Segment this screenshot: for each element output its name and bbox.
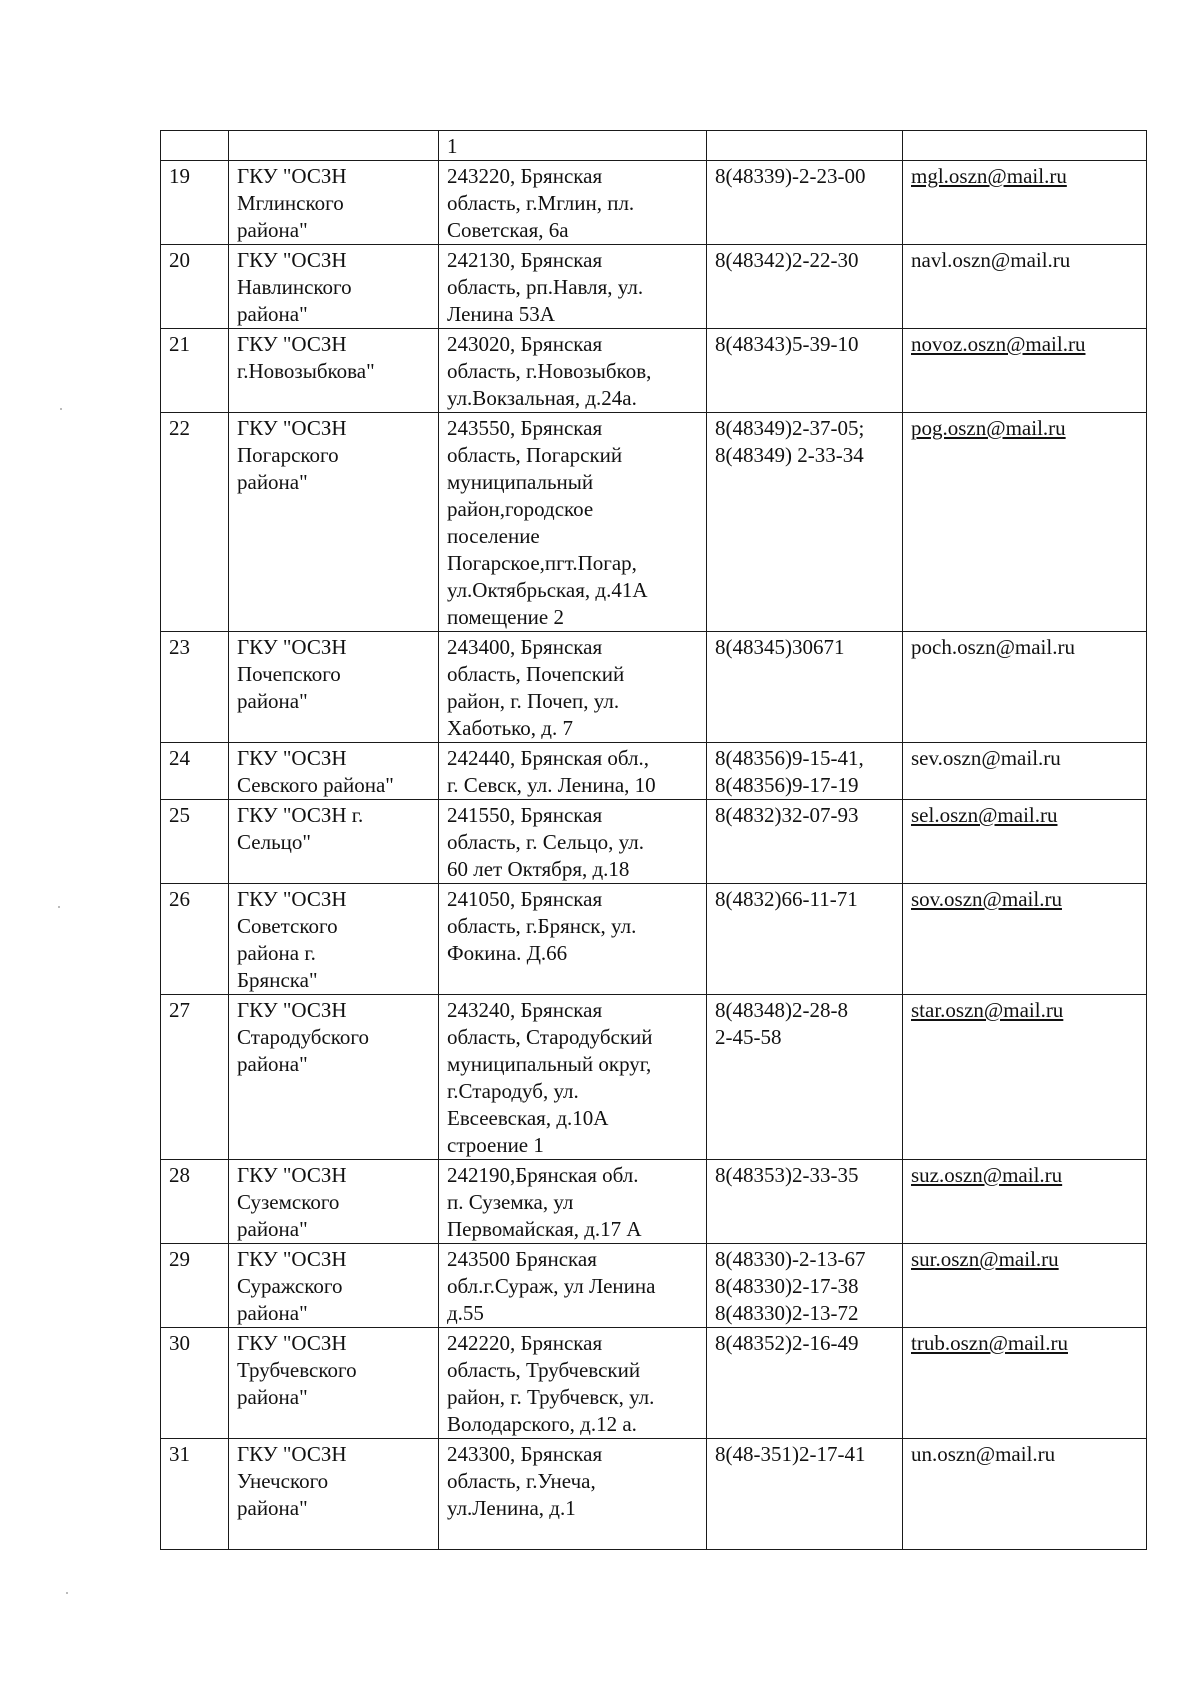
header-cell-email (903, 131, 1147, 161)
email-link[interactable]: poch.oszn@mail.ru (911, 635, 1075, 659)
organization-name-line: района" (237, 1217, 308, 1241)
phone-line: 8(48330)-2-13-67 (715, 1247, 866, 1271)
row-number: 26 (161, 884, 229, 995)
organization-name-line: района" (237, 1385, 308, 1409)
address-line: 243400, Брянская (447, 635, 603, 659)
address-line: ул.Вокзальная, д.24а. (447, 386, 637, 410)
address-line: 243550, Брянская (447, 416, 603, 440)
organization-name-line: ГКУ "ОСЗН (237, 746, 347, 770)
address (439, 800, 707, 884)
row-number: 29 (161, 1244, 229, 1328)
address-line: область, Почепский (447, 662, 625, 686)
organization-name-line: ГКУ "ОСЗН (237, 635, 347, 659)
address-line: 243500 Брянская (447, 1247, 597, 1271)
phone (707, 743, 903, 800)
organization-name-line: района" (237, 1301, 308, 1325)
phone-line: 8(4832)32-07-93 (715, 803, 859, 827)
address-line: 60 лет Октября, д.18 (447, 857, 630, 881)
phone-line: 8(48348)2-28-8 (715, 998, 848, 1022)
email-link[interactable]: un.oszn@mail.ru (911, 1442, 1056, 1466)
organization-name-line: Навлинского (237, 275, 352, 299)
organization-name-line: ГКУ "ОСЗН (237, 1163, 347, 1187)
address-line: 243220, Брянская (447, 164, 603, 188)
table-row (161, 800, 1147, 884)
scan-speck (66, 1592, 68, 1594)
table-row (161, 1160, 1147, 1244)
organization-name-line: ГКУ "ОСЗН (237, 416, 347, 440)
column-number-row (161, 131, 1147, 161)
address-line: 243300, Брянская (447, 1442, 603, 1466)
email-link[interactable]: sev.oszn@mail.ru (911, 746, 1061, 770)
scan-speck (58, 906, 60, 908)
organization-name-line: района" (237, 1496, 308, 1520)
email-cell (903, 800, 1147, 884)
phone (707, 161, 903, 245)
address-line: п. Суземка, ул (447, 1190, 574, 1214)
address (439, 632, 707, 743)
address-line: 241550, Брянская (447, 803, 603, 827)
organization-name-line: ГКУ "ОСЗН (237, 332, 347, 356)
organization-name-line: Трубчевского (237, 1358, 357, 1382)
organization-name-line: ГКУ "ОСЗН (237, 1331, 347, 1355)
row-number: 21 (161, 329, 229, 413)
address (439, 1160, 707, 1244)
address-line: область, Погарский (447, 443, 623, 467)
contacts-table-body (161, 131, 1147, 1550)
email-cell (903, 413, 1147, 632)
address-line: 242440, Брянская обл., (447, 746, 650, 770)
phone (707, 329, 903, 413)
organization-name-line: ГКУ "ОСЗН (237, 887, 347, 911)
phone (707, 1439, 903, 1550)
organization-name-line: ГКУ "ОСЗН (237, 164, 347, 188)
address-line: помещение 2 (447, 605, 564, 629)
phone-line: 8(48345)30671 (715, 635, 845, 659)
address-line: Евсеевская, д.10А (447, 1106, 609, 1130)
address-line: 243020, Брянская (447, 332, 603, 356)
organization-name-line: района" (237, 470, 308, 494)
header-cell-num (161, 131, 229, 161)
organization-name-line: Советского (237, 914, 338, 938)
table-row (161, 245, 1147, 329)
email-link[interactable]: trub.oszn@mail.ru (911, 1331, 1068, 1355)
address-line: область, рп.Навля, ул. (447, 275, 644, 299)
organization-name-line: ГКУ "ОСЗН (237, 1442, 347, 1466)
email-cell (903, 743, 1147, 800)
phone-line: 8(48330)2-17-38 (715, 1274, 859, 1298)
phone-line: 8(48356)9-17-19 (715, 773, 859, 797)
organization-name-line: района" (237, 1052, 308, 1076)
header-cell-phone (707, 131, 903, 161)
address-line: 242130, Брянская (447, 248, 603, 272)
phone-line: 8(48-351)2-17-41 (715, 1442, 866, 1466)
address-line: район, г. Почеп, ул. (447, 689, 620, 713)
table-row (161, 995, 1147, 1160)
phone-line: 8(48342)2-22-30 (715, 248, 859, 272)
address (439, 884, 707, 995)
address-line: область, г.Мглин, пл. (447, 191, 635, 215)
address-line: район, г. Трубчевск, ул. (447, 1385, 655, 1409)
organization-name (229, 161, 439, 245)
organization-name (229, 329, 439, 413)
phone-line: 8(48330)2-13-72 (715, 1301, 859, 1325)
address-line: обл.г.Сураж, ул Ленина (447, 1274, 656, 1298)
email-link[interactable]: navl.oszn@mail.ru (911, 248, 1071, 272)
table-row (161, 1328, 1147, 1439)
phone-line: 8(48349)2-37-05; (715, 416, 865, 440)
address-line: Первомайская, д.17 А (447, 1217, 642, 1241)
organization-name-line: Брянска" (237, 968, 318, 992)
address (439, 1244, 707, 1328)
phone-line: 8(48352)2-16-49 (715, 1331, 859, 1355)
row-number: 19 (161, 161, 229, 245)
address (439, 995, 707, 1160)
address-line: область, г.Новозыбков, (447, 359, 652, 383)
contacts-table (160, 130, 1147, 1550)
address-line: Володарского, д.12 а. (447, 1412, 637, 1436)
organization-name-line: Сельцо" (237, 830, 311, 854)
row-number: 22 (161, 413, 229, 632)
header-cell-addr: 1 (439, 131, 707, 161)
address-line: 242190,Брянская обл. (447, 1163, 639, 1187)
organization-name-line: Севского района" (237, 773, 394, 797)
email-cell (903, 884, 1147, 995)
organization-name-line: района" (237, 689, 308, 713)
organization-name (229, 245, 439, 329)
phone-line: 8(48339)-2-23-00 (715, 164, 866, 188)
email-cell (903, 995, 1147, 1160)
phone-line: 8(48353)2-33-35 (715, 1163, 859, 1187)
address-line: д.55 (447, 1301, 484, 1325)
address-line: Хаботько, д. 7 (447, 716, 573, 740)
phone (707, 884, 903, 995)
table-row (161, 161, 1147, 245)
scan-speck (60, 408, 62, 410)
email-link[interactable]: sur.oszn@mail.ru (911, 1247, 1059, 1271)
organization-name-line: Погарского (237, 443, 339, 467)
email-cell (903, 1439, 1147, 1550)
email-link[interactable]: suz.oszn@mail.ru (911, 1163, 1063, 1187)
organization-name-line: Суземского (237, 1190, 340, 1214)
phone-line: 2-45-58 (715, 1025, 782, 1049)
address (439, 245, 707, 329)
email-cell (903, 329, 1147, 413)
address-line: область, г. Сельцо, ул. (447, 830, 644, 854)
table-row (161, 413, 1147, 632)
email-cell (903, 161, 1147, 245)
address (439, 161, 707, 245)
phone (707, 1160, 903, 1244)
row-number: 23 (161, 632, 229, 743)
row-number: 27 (161, 995, 229, 1160)
email-cell (903, 1160, 1147, 1244)
email-link[interactable]: sov.oszn@mail.ru (911, 887, 1062, 911)
organization-name-line: г.Новозыбкова" (237, 359, 375, 383)
organization-name-line: ГКУ "ОСЗН (237, 998, 347, 1022)
organization-name-line: Мглинского (237, 191, 344, 215)
address-line: Ленина 53А (447, 302, 555, 326)
organization-name (229, 1328, 439, 1439)
phone (707, 995, 903, 1160)
organization-name-line: Почепского (237, 662, 341, 686)
address-line: область, Стародубский (447, 1025, 653, 1049)
row-number: 24 (161, 743, 229, 800)
address-line: Советская, 6а (447, 218, 569, 242)
email-link[interactable]: novoz.oszn@mail.ru (911, 332, 1086, 356)
organization-name (229, 800, 439, 884)
table-row (161, 884, 1147, 995)
organization-name (229, 1439, 439, 1550)
organization-name (229, 995, 439, 1160)
phone-line: 8(48343)5-39-10 (715, 332, 859, 356)
address (439, 1439, 707, 1550)
organization-name-line: Стародубского (237, 1025, 370, 1049)
organization-name-line: района" (237, 218, 308, 242)
address-line: Погарское,пгт.Погар, (447, 551, 637, 575)
address-line: муниципальный округ, (447, 1052, 652, 1076)
email-cell (903, 1328, 1147, 1439)
organization-name (229, 884, 439, 995)
table-row (161, 632, 1147, 743)
email-link[interactable]: sel.oszn@mail.ru (911, 803, 1058, 827)
table-row (161, 1244, 1147, 1328)
email-cell (903, 245, 1147, 329)
phone (707, 413, 903, 632)
organization-name (229, 1244, 439, 1328)
phone-line: 8(4832)66-11-71 (715, 887, 858, 911)
address-line: ул.Ленина, д.1 (447, 1496, 576, 1520)
row-number: 20 (161, 245, 229, 329)
organization-name (229, 743, 439, 800)
phone (707, 245, 903, 329)
address-line: строение 1 (447, 1133, 544, 1157)
organization-name (229, 1160, 439, 1244)
row-number: 25 (161, 800, 229, 884)
organization-name-line: района" (237, 302, 308, 326)
organization-name-line: ГКУ "ОСЗН г. (237, 803, 364, 827)
phone-line: 8(48349) 2-33-34 (715, 443, 864, 467)
email-link[interactable]: star.oszn@mail.ru (911, 998, 1064, 1022)
address-line: 241050, Брянская (447, 887, 603, 911)
organization-name-line: района г. (237, 941, 316, 965)
phone-line: 8(48356)9-15-41, (715, 746, 864, 770)
email-cell (903, 1244, 1147, 1328)
address (439, 329, 707, 413)
phone (707, 1244, 903, 1328)
address-line: ул.Октябрьская, д.41А (447, 578, 648, 602)
address-line: г. Севск, ул. Ленина, 10 (447, 773, 656, 797)
organization-name (229, 632, 439, 743)
phone (707, 1328, 903, 1439)
table-row (161, 329, 1147, 413)
email-cell (903, 632, 1147, 743)
address-line: Фокина. Д.66 (447, 941, 568, 965)
organization-name-line: Унечского (237, 1469, 329, 1493)
table-row (161, 1439, 1147, 1550)
address (439, 1328, 707, 1439)
phone (707, 632, 903, 743)
organization-name-line: Суражского (237, 1274, 343, 1298)
address-line: г.Стародуб, ул. (447, 1079, 579, 1103)
address-line: поселение (447, 524, 540, 548)
organization-name (229, 413, 439, 632)
row-number: 31 (161, 1439, 229, 1550)
address (439, 413, 707, 632)
address-line: район,городское (447, 497, 594, 521)
address-line: 242220, Брянская (447, 1331, 603, 1355)
row-number: 28 (161, 1160, 229, 1244)
address (439, 743, 707, 800)
table-row (161, 743, 1147, 800)
email-link[interactable]: mgl.oszn@mail.ru (911, 164, 1067, 188)
phone (707, 800, 903, 884)
organization-name-line: ГКУ "ОСЗН (237, 1247, 347, 1271)
address-line: область, г.Унеча, (447, 1469, 596, 1493)
address-line: 243240, Брянская (447, 998, 603, 1022)
address-line: область, г.Брянск, ул. (447, 914, 637, 938)
organization-name-line: ГКУ "ОСЗН (237, 248, 347, 272)
address-line: область, Трубчевский (447, 1358, 641, 1382)
row-number: 30 (161, 1328, 229, 1439)
header-cell-org (229, 131, 439, 161)
address-line: муниципальный (447, 470, 594, 494)
email-link[interactable]: pog.oszn@mail.ru (911, 416, 1066, 440)
